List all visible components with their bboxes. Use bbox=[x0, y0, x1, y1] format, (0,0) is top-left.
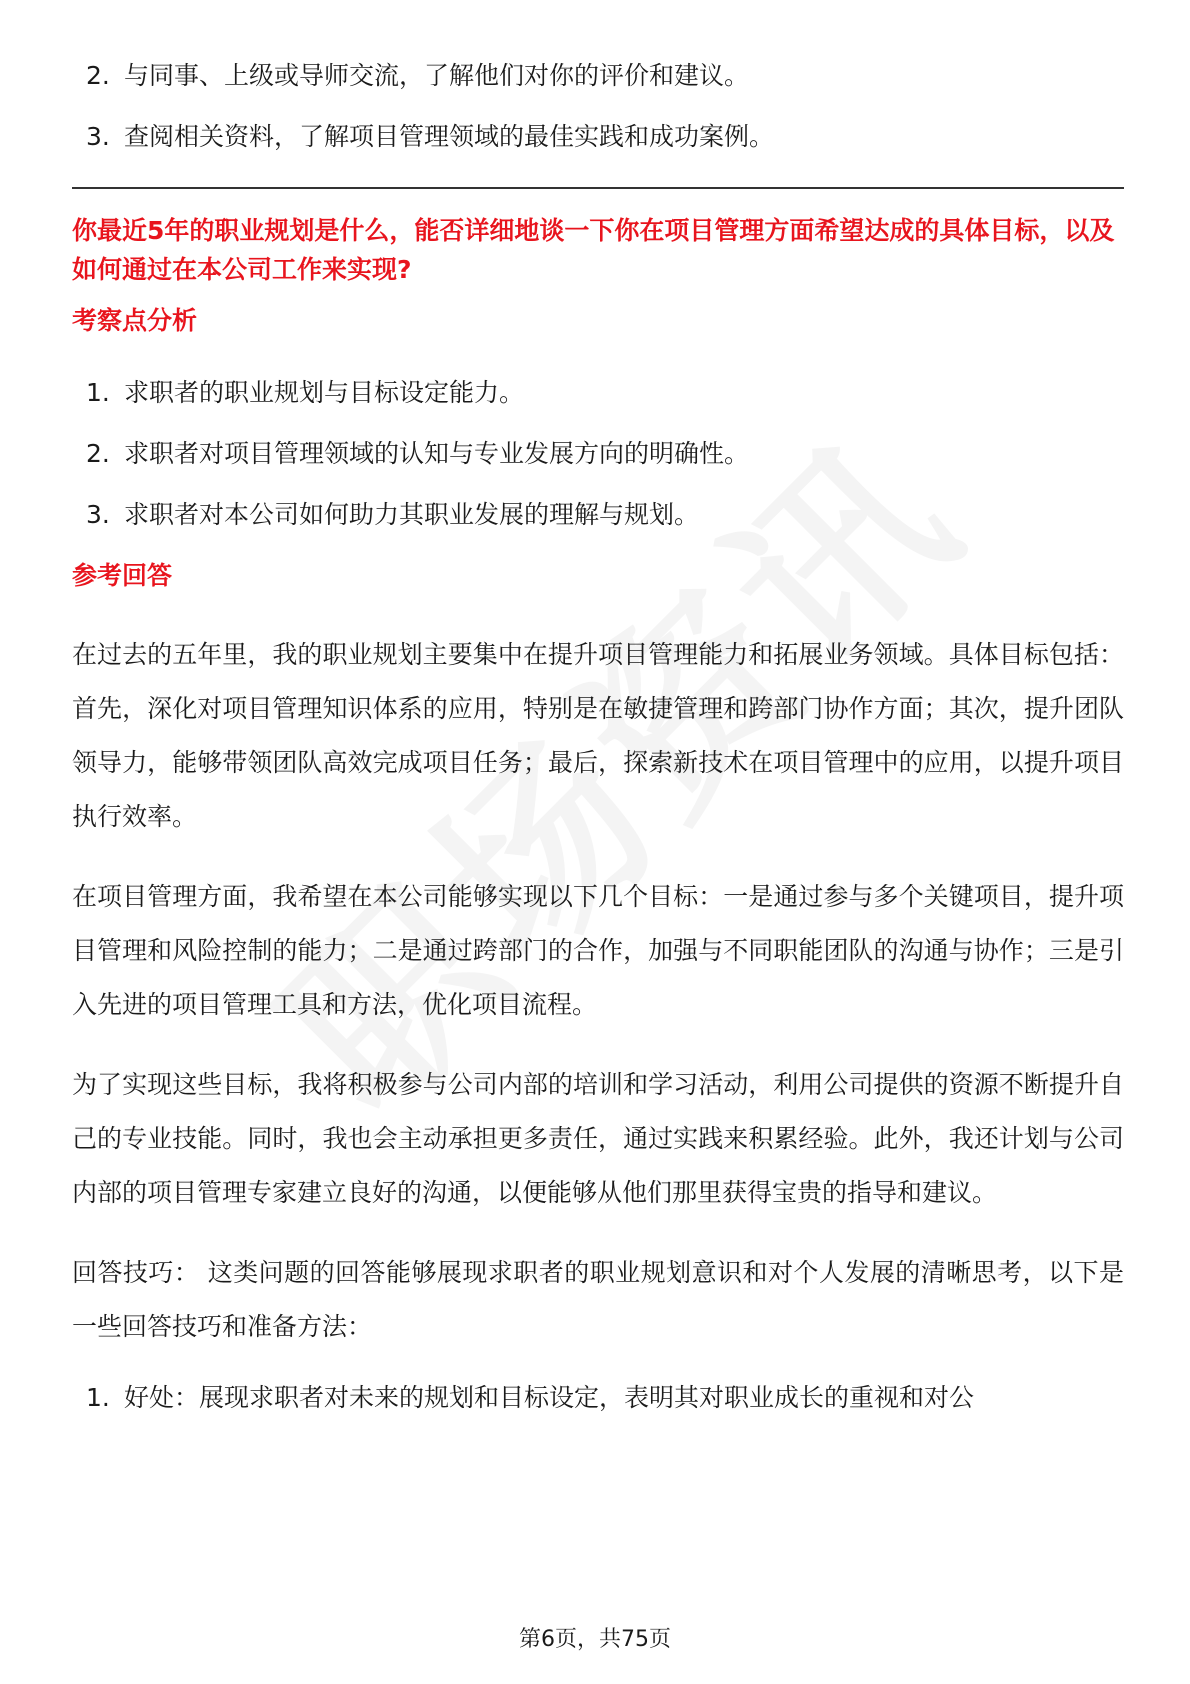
list-item bbox=[72, 58, 1124, 94]
interview-question: 你最近5年的职业规划是什么，能否详细地谈一下你在项目管理方面希望达成的具体目标，以及如何通过在本公司工作来实现? bbox=[72, 216, 1115, 284]
list-number: 3. bbox=[86, 122, 110, 151]
list-number: 1. bbox=[86, 1383, 110, 1412]
list-item bbox=[72, 119, 1124, 155]
page-footer: 第6页，共75页 bbox=[519, 1627, 671, 1652]
list-text: 好处：展现求职者对未来的规划和目标设定，表明其对职业成长的重视和对公 bbox=[124, 1383, 975, 1412]
page-content bbox=[72, 58, 1124, 1441]
list-item bbox=[72, 497, 1124, 533]
answer-heading: 参考回答 bbox=[72, 561, 173, 590]
list-number: 3. bbox=[86, 500, 110, 529]
previous-list bbox=[72, 58, 1124, 155]
analysis-list bbox=[72, 375, 1124, 533]
list-text: 求职者的职业规划与目标设定能力。 bbox=[124, 378, 525, 407]
list-text: 求职者对项目管理领域的认知与专业发展方向的明确性。 bbox=[124, 439, 750, 468]
list-number: 2. bbox=[86, 61, 110, 90]
answer-paragraph: 在项目管理方面，我希望在本公司能够实现以下几个目标：一是通过参与多个关键项目，提升项目管理和风险控制的能力；二是通过跨部门的合作，加强与不同职能团队的沟通与协作；三是引入先进的项目管理工具和方法，优化项目流程。 bbox=[72, 882, 1124, 1019]
section-divider bbox=[72, 187, 1124, 189]
list-item bbox=[72, 436, 1124, 472]
list-text: 与同事、上级或导师交流，了解他们对你的评价和建议。 bbox=[124, 61, 750, 90]
list-number: 2. bbox=[86, 439, 110, 468]
list-number: 1. bbox=[86, 378, 110, 407]
answer-paragraph: 为了实现这些目标，我将积极参与公司内部的培训和学习活动，利用公司提供的资源不断提升自己的专业技能。同时，我也会主动承担更多责任，通过实践来积累经验。此外，我还计划与公司内部的项目管理专家建立良好的沟通，以便能够从他们那里获得宝贵的指导和建议。 bbox=[72, 1070, 1124, 1207]
list-item bbox=[72, 375, 1124, 411]
list-text: 查阅相关资料，了解项目管理领域的最佳实践和成功案例。 bbox=[124, 122, 775, 151]
list-text: 求职者对本公司如何助力其职业发展的理解与规划。 bbox=[124, 500, 700, 529]
analysis-heading: 考察点分析 bbox=[72, 306, 198, 335]
list-item bbox=[72, 1380, 1124, 1416]
tips-list bbox=[72, 1380, 1124, 1416]
answer-paragraph: 在过去的五年里，我的职业规划主要集中在提升项目管理能力和拓展业务领域。具体目标包括：首先，深化对项目管理知识体系的应用，特别是在敏捷管理和跨部门协作方面；其次，提升团队领导力，能够带领团队高效完成项目任务；最后，探索新技术在项目管理中的应用，以提升项目执行效率。 bbox=[72, 640, 1124, 831]
tips-paragraph: 回答技巧： 这类问题的回答能够展现求职者的职业规划意识和对个人发展的清晰思考，以下是一些回答技巧和准备方法： bbox=[72, 1258, 1124, 1341]
